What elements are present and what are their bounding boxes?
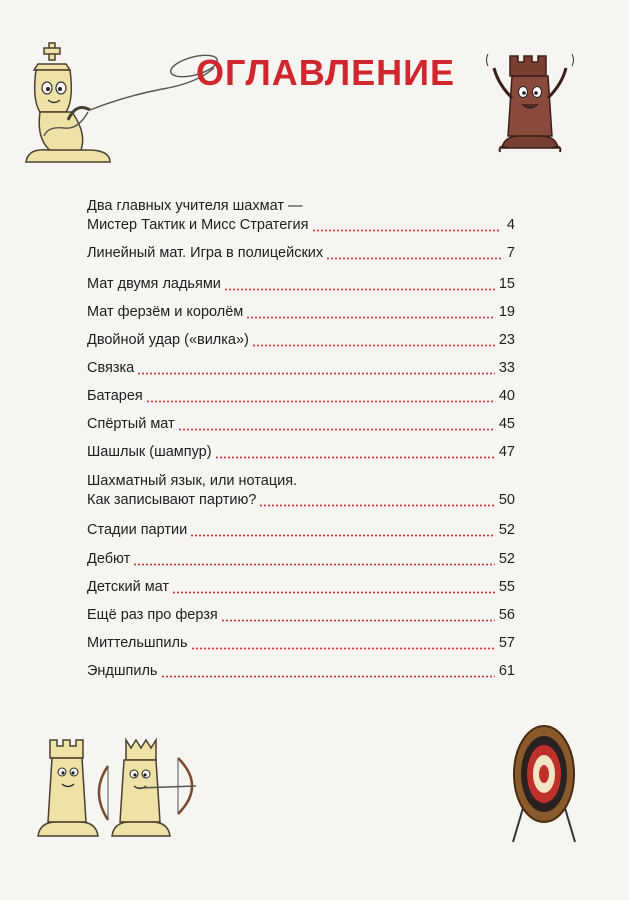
toc-entry-title: Шахматный язык, или нотация. [87,473,298,489]
toc-dot-leader [221,619,495,622]
toc-entry[interactable] [87,472,515,510]
toc-entry[interactable] [87,387,515,406]
toc-entry[interactable] [87,443,515,462]
toc-dot-leader [326,257,501,260]
toc-entry[interactable] [87,303,515,322]
page-title: ОГЛАВЛЕНИЕ [196,52,456,93]
toc-page-number: 7 [506,245,515,261]
toc-entry-title: Линейный мат. Игра в полицейских [87,245,324,261]
toc-entry-title: Связка [87,360,135,376]
table-of-contents [87,188,515,681]
toc-entry-title: Как записывают партию? [87,492,257,508]
toc-page-number: 61 [498,663,515,679]
king-cross-icon [44,43,60,60]
toc-entry[interactable] [87,275,515,294]
toc-entry-title: Шашлык (шампур) [87,444,212,460]
dancing-rook-illustration [480,48,580,160]
toc-entry-title: Два главных учителя шахмат — [87,198,303,214]
toc-page-number: 40 [498,388,515,404]
toc-entry[interactable] [87,606,515,625]
toc-dot-leader [312,229,502,232]
toc-page-number: 55 [498,579,515,595]
toc-page-number: 57 [498,635,515,651]
toc-entry[interactable] [87,331,515,350]
toc-entry[interactable] [87,521,515,540]
toc-entry-title: Спёртый мат [87,416,175,432]
toc-entry-title: Детский мат [87,579,170,595]
toc-entry[interactable] [87,634,515,653]
toc-page-number: 15 [498,276,515,292]
toc-dot-leader [137,372,495,375]
toc-dot-leader [190,534,495,537]
toc-entry-title: Мат ферзём и королём [87,304,244,320]
toc-entry[interactable] [87,550,515,569]
toc-dot-leader [252,344,495,347]
toc-entry[interactable] [87,244,515,263]
toc-entry-title: Двойной удар («вилка») [87,332,249,348]
toc-page-number: 33 [498,360,515,376]
toc-dot-leader [178,428,495,431]
toc-page-number: 52 [498,522,515,538]
toc-dot-leader [224,288,495,291]
toc-page-number: 4 [506,217,515,233]
toc-entry[interactable] [87,197,515,235]
toc-page-number: 52 [498,551,515,567]
toc-page-number: 45 [498,416,515,432]
toc-entry[interactable] [87,359,515,378]
toc-dot-leader [259,504,494,507]
toc-dot-leader [133,563,495,566]
toc-page-number: 23 [498,332,515,348]
target-illustration [505,720,583,845]
toc-entry[interactable] [87,578,515,597]
toc-entry-title: Ещё раз про ферзя [87,607,218,623]
toc-page-number: 56 [498,607,515,623]
toc-entry[interactable] [87,662,515,681]
toc-entry-title: Батарея [87,388,143,404]
toc-dot-leader [215,456,495,459]
toc-entry-title: Мистер Тактик и Мисс Стратегия [87,217,309,233]
toc-dot-leader [246,316,495,319]
toc-page-number: 50 [498,492,515,508]
toc-entry-title: Стадии партии [87,522,188,538]
toc-entry-title: Мат двумя ладьями [87,276,221,292]
toc-dot-leader [146,400,495,403]
toc-page-number: 19 [498,304,515,320]
toc-entry-title: Эндшпиль [87,663,158,679]
toc-entry-title: Дебют [87,551,131,567]
toc-dot-leader [161,675,495,678]
toc-entry[interactable] [87,415,515,434]
archer-pieces-illustration [28,736,208,846]
toc-entry-title: Миттельшпиль [87,635,188,651]
toc-page-number: 47 [498,444,515,460]
toc-dot-leader [172,591,495,594]
toc-dot-leader [191,647,495,650]
